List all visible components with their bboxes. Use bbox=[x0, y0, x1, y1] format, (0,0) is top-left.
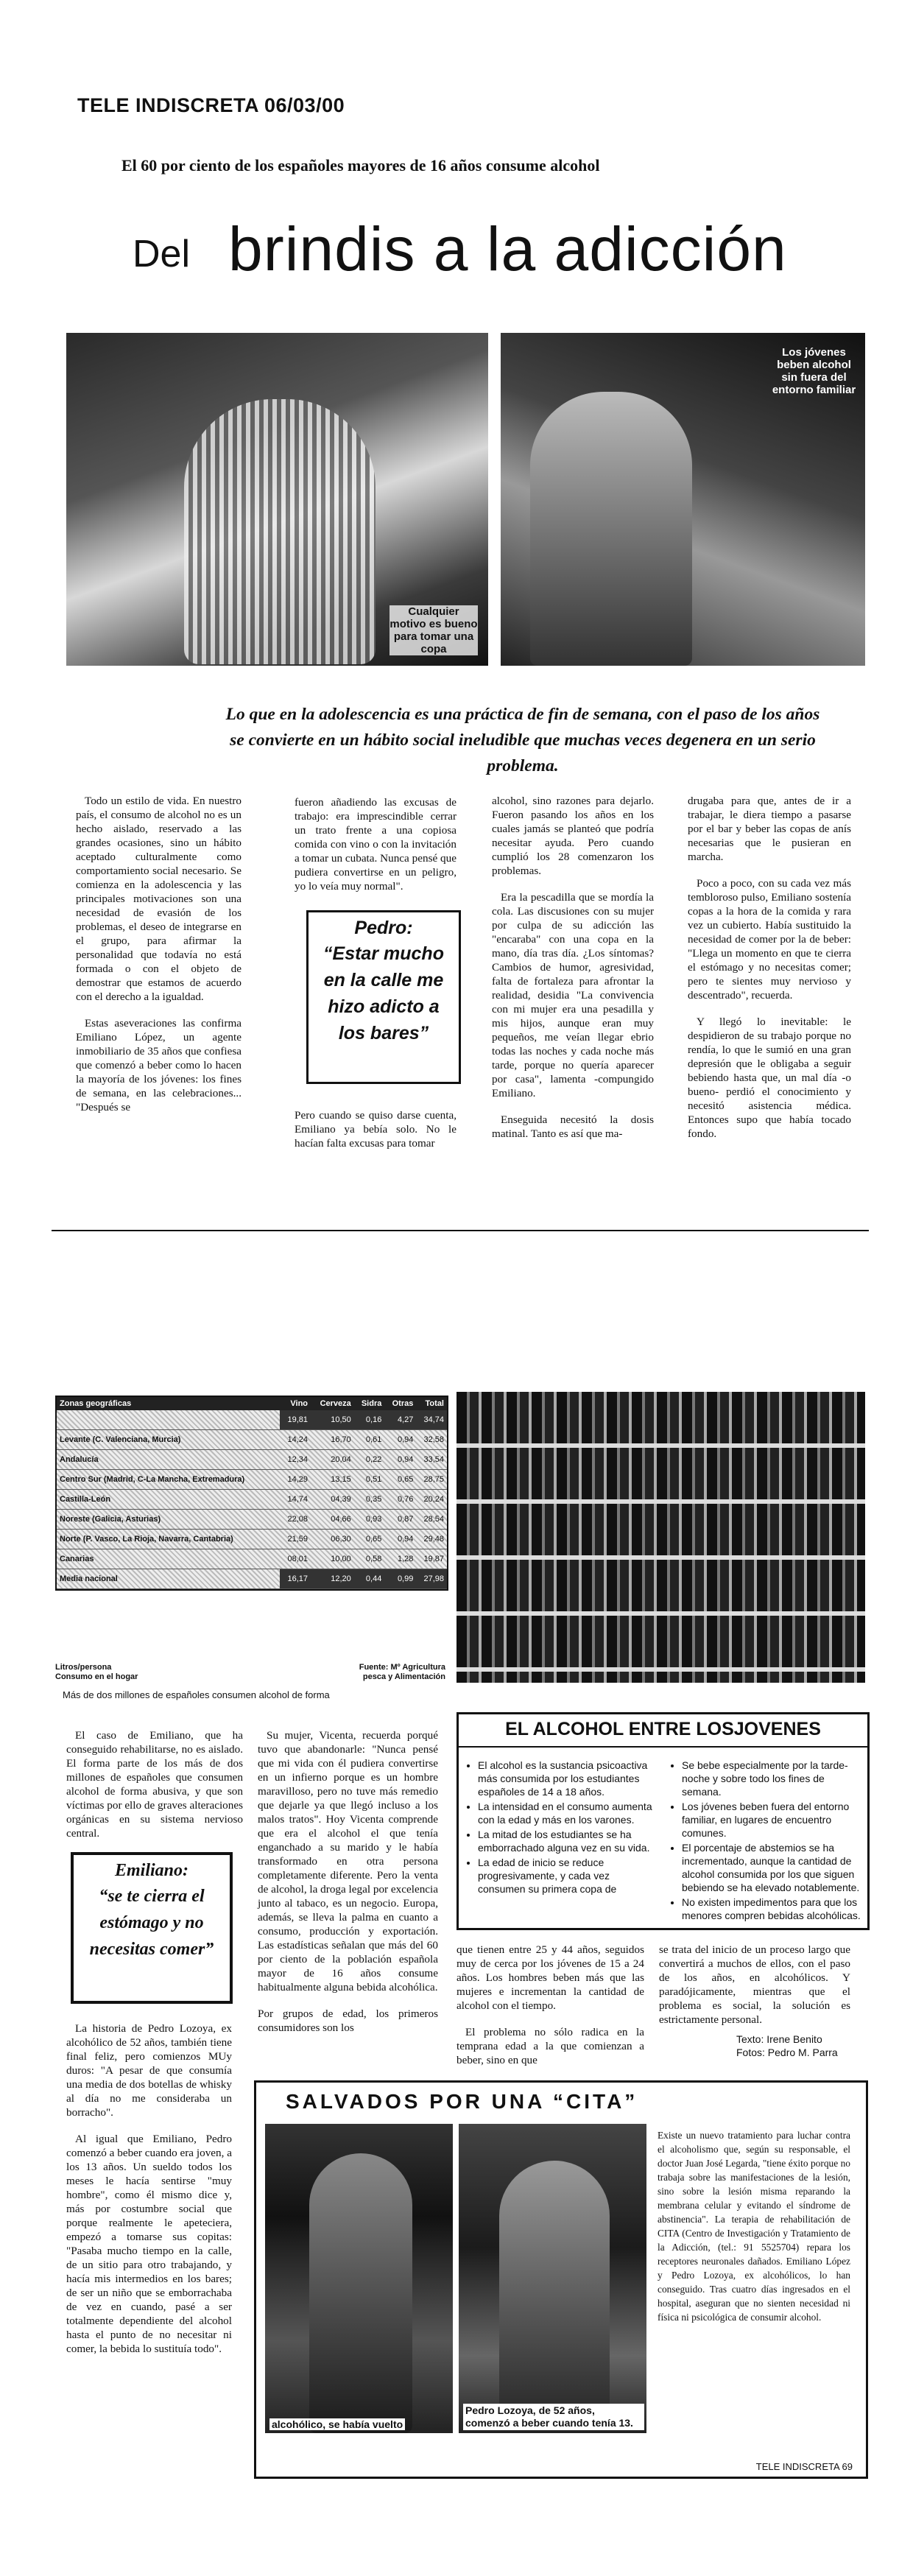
table-cell: 28,75 bbox=[416, 1470, 447, 1490]
article1-column-3 bbox=[492, 794, 654, 1153]
table-cell: 04,39 bbox=[311, 1490, 354, 1510]
table-footnote-source-2: pesca y Alimentación bbox=[362, 1672, 445, 1681]
table-cell: 14,74 bbox=[280, 1490, 311, 1510]
photo-pedro bbox=[459, 2124, 646, 2433]
table-cell: 0,87 bbox=[384, 1510, 416, 1530]
table-footnote-right bbox=[317, 1663, 445, 1682]
table-row bbox=[57, 1450, 447, 1470]
youth-fact-item: • La mitad de los estudiantes se ha emborrachado alguna vez en su vida. bbox=[478, 1828, 658, 1854]
lead-paragraph: Lo que en la adolescencia es una práctica de fin de semana, con el paso de los años se convierte en un hábito social ineludible que muchas veces degenera en un serio problema. bbox=[225, 705, 820, 775]
table-row-label: Andalucía bbox=[57, 1450, 280, 1470]
article1-paragraph: Enseguida necesitó la dosis matinal. Tanto es así que ma- bbox=[492, 1113, 654, 1140]
photo-liquor-shelves bbox=[456, 1392, 865, 1683]
table-cell: 0,65 bbox=[354, 1530, 385, 1549]
photo-emiliano-figure bbox=[309, 2153, 412, 2433]
table-row bbox=[57, 1569, 447, 1589]
table-cell: 13,15 bbox=[311, 1470, 354, 1490]
table-cell: 08,01 bbox=[280, 1549, 311, 1569]
table-row bbox=[57, 1490, 447, 1510]
table-header: Vino bbox=[280, 1397, 311, 1410]
kicker: El 60 por ciento de los españoles mayores de 16 años consume alcohol bbox=[121, 156, 600, 175]
table-row-label: Media nacional bbox=[57, 1569, 280, 1589]
pullquote-text: “Estar mucho en la calle me hizo adicto a los bares” bbox=[323, 943, 444, 1044]
table-row bbox=[57, 1530, 447, 1549]
table-cell: 0,94 bbox=[384, 1530, 416, 1549]
table-row-label: Castilla-León bbox=[57, 1490, 280, 1510]
table-cell: 22,08 bbox=[280, 1510, 311, 1530]
headline: brindis a la adicción bbox=[228, 214, 787, 284]
table-row bbox=[57, 1410, 447, 1430]
section-rule bbox=[52, 1230, 869, 1231]
article2-paragraph: La historia de Pedro Lozoya, ex alcohólico de 52 años, también tiene final feliz, pero comienzos MUy duros: "A pesar de que consumía una media de dos botellas de whisky al día no me consideraba un borracho". bbox=[66, 2022, 232, 2119]
pullquote-name: Emiliano: bbox=[114, 1861, 189, 1880]
table-header: Sidra bbox=[354, 1397, 385, 1410]
table-header: Total bbox=[416, 1397, 447, 1410]
table-header-row bbox=[57, 1397, 447, 1410]
table-row-label: Noreste (Galicia, Asturias) bbox=[57, 1510, 280, 1530]
table-cell: 34,74 bbox=[416, 1410, 447, 1430]
article2-column-2 bbox=[258, 1728, 438, 2047]
table-cell: 0,93 bbox=[354, 1510, 385, 1530]
table-row bbox=[57, 1430, 447, 1450]
table-footnote-source: Fuente: Mº Agricultura bbox=[359, 1663, 445, 1672]
table-cell: 14,24 bbox=[280, 1430, 311, 1450]
table-row-label bbox=[57, 1410, 280, 1430]
table-cell: 06,30 bbox=[311, 1530, 354, 1549]
photo-caption-right: Los jóvenes beben alcohol sin fuera del entorno familiar bbox=[772, 346, 856, 396]
article2-paragraph: Al igual que Emiliano, Pedro comenzó a beber cuando era joven, a los 13 años. Un sueldo todos los meses le hacía sentirse "muy hombre", como él mismo dice y, más por costumbre social que porque realmente le apeteciera, empezó a tomarse sus copitas: "Pasaba mucho tiempo en la calle, de un sitio para otro trabajando, y hacía mis intermedios en los bares; de ser un niño que se emborrachaba de vez en cuando, pasé a ser totalmente dependiente del alcohol hasta el punto de no necesitar ni comer, la bebida lo sustituía todo". bbox=[66, 2133, 232, 2355]
saved-box-text: Existe un nuevo tratamiento para luchar contra el alcoholismo que, según su responsable, el doctor Juan José Legarda, "tiene éxito porque no trabaja sobre las manifestaciones de la lesión, sino sobre la lesión misma reparando la membrana celular y evitando el síndrome de abstinencia". La terapia de rehabilitación de CITA (Centro de Investigación y Tratamiento de la Adicción, (tel.: 91 5525704) repara los receptores neuronales dañados. Emiliano López y Pedro Lozoya, ex alcohólicos, lo han conseguido. Tras cuatro días ingresados en el hospital, aseguran que no sienten necesidad ni física ni psicológica de consumir alcohol. bbox=[658, 2130, 850, 2323]
table-cell: 0,99 bbox=[384, 1569, 416, 1589]
article2-paragraph: Su mujer, Vicenta, recuerda porqué tuvo que abandonarle: "Nunca pensé que mi vida con él pudiera convertirse en un infierno porque es un hombre maravilloso, pero no tuve más remedio que dejarle ya que llegó incluso a los malos tratos". Hoy Vicenta comprende que era el alcohol el que tenía enganchado a su marido y le había transformado en otra persona completamente diferente. Pero la venta de alcohol, la droga legal por excelencia junto al tabaco, es un negocio. Europa, además, se lleva la palma en cuanto a consumo, producción y exportación. Las estadísticas señalan que más del 60 por ciento de la población española mayor de 16 años consume habitualmente alguna bebida alcohólica. bbox=[258, 1729, 438, 1993]
saved-by-cita-box bbox=[254, 2080, 868, 2479]
continuation-column-4 bbox=[659, 1943, 850, 2039]
article1-column-1 bbox=[76, 794, 242, 1127]
article1-paragraph: Era la pescadilla que se mordía la cola. Las discusiones con su mujer por culpa de su adicción las "encaraba" con una copa en la mano, día tras día. ¿Los síntomas? Cambios de humor, agresividad, falta de fortaleza para afrontar la realidad, desidia "La convivencia con mi mujer era una pesadilla y mis hijos, aunque eran muy pequeños, me veían llegar ebrio todas las noches y cada noche más tarde, porque no quería aparecer por casa", lamenta -compungido Emiliano. bbox=[492, 891, 654, 1099]
photo-caption-left: Cualquier motivo es bueno para tomar una copa bbox=[389, 605, 478, 655]
table-cell: 19,81 bbox=[280, 1410, 311, 1430]
youth-fact-item: • La edad de inicio se reduce progresivamente, y cada vez consumen su primera copa de bbox=[478, 1856, 658, 1896]
table-cell: 32,58 bbox=[416, 1430, 447, 1450]
table-cell: 0,94 bbox=[384, 1430, 416, 1450]
article1-column-2-bottom bbox=[295, 1108, 456, 1163]
article1-paragraph: Y llegó lo inevitable: le despidieron de su trabajo porque no rendía, lo que le sumió en una gran depresión que le obligaba a seguir bebiendo hasta que, un mal día -o bueno- perdió el conocimiento y necesitó asistencia médica. Entonces supo que había tocado fondo. bbox=[688, 1016, 851, 1140]
youth-fact-item: • El alcohol es la sustancia psicoactiva más consumida por los estudiantes españoles de 14 a 18 años. bbox=[478, 1759, 658, 1798]
table-cell: 29,48 bbox=[416, 1530, 447, 1549]
youth-facts-left bbox=[465, 1759, 658, 1897]
table-cell: 16,17 bbox=[280, 1569, 311, 1589]
table-cell: 0,35 bbox=[354, 1490, 385, 1510]
article2-column-1-bottom bbox=[66, 2021, 232, 2368]
photo-pedro-figure bbox=[499, 2161, 610, 2433]
youth-fact-item: • No existen impedimentos para que los menores compren bebidas alcohólicas. bbox=[682, 1896, 866, 1922]
table-cell: 0,44 bbox=[354, 1569, 385, 1589]
article1-column-2 bbox=[295, 795, 456, 906]
continuation-column-3 bbox=[456, 1943, 644, 2080]
photo-pedro-caption: Pedro Lozoya, de 52 años, comenzó a beber cuando tenía 13. bbox=[463, 2404, 644, 2430]
table-row bbox=[57, 1510, 447, 1530]
table-header: Cerveza bbox=[311, 1397, 354, 1410]
table-header: Otras bbox=[384, 1397, 416, 1410]
table-cell: 12,34 bbox=[280, 1450, 311, 1470]
table-cell: 0,65 bbox=[384, 1470, 416, 1490]
table-cell: 27,98 bbox=[416, 1569, 447, 1589]
continuation-paragraph: se trata del inicio de un proceso largo que convertirá a muchos de ellos, con el paso de los años, en alcohólicos. Y paradójicamente, mientras que el problema es social, la solución es estrictamente personal. bbox=[659, 1943, 850, 2026]
table-cell: 1,28 bbox=[384, 1549, 416, 1569]
table-cell: 0,61 bbox=[354, 1430, 385, 1450]
continuation-paragraph: que tienen entre 25 y 44 años, seguidos muy de cerca por los jóvenes de 15 a 24 años. Los hombres beben más que las mujeres e incrementan la cantidad de alcohol con el tiempo. bbox=[456, 1943, 644, 2012]
photo-figure-shape bbox=[184, 399, 376, 664]
table-caption: Más de dos millones de españoles consumen alcohol de forma bbox=[63, 1689, 330, 1700]
table-row-label: Norte (P. Vasco, La Rioja, Navarra, Cantabria) bbox=[57, 1530, 280, 1549]
table-cell: 04,66 bbox=[311, 1510, 354, 1530]
pullquote-pedro bbox=[306, 910, 461, 1084]
photo-emiliano-caption: alcohólico, se había vuelto bbox=[269, 2418, 405, 2430]
table-cell: 10,50 bbox=[311, 1410, 354, 1430]
youth-fact-item: • El porcentaje de abstemios se ha incrementado, aunque la cantidad de alcohol consumida por los que siguen bebiendo se ha elevado notablemente. bbox=[682, 1841, 866, 1894]
table-cell: 20,24 bbox=[416, 1490, 447, 1510]
consumption-table bbox=[55, 1396, 448, 1591]
credits bbox=[736, 2033, 838, 2059]
credit-text: Texto: Irene Benito bbox=[736, 2033, 822, 2045]
table-cell: 0,58 bbox=[354, 1549, 385, 1569]
table-footnote-unit: Litros/persona bbox=[55, 1663, 112, 1672]
table-row-label: Canarias bbox=[57, 1549, 280, 1569]
youth-fact-item: • Se bebe especialmente por la tarde-noche y sobre todo los fines de semana. bbox=[682, 1759, 866, 1798]
photo-youth-drinking bbox=[501, 333, 865, 666]
article2-paragraph: El caso de Emiliano, que ha conseguido rehabilitarse, no es aislado. El forma parte de los más de dos millones de españoles que consumen alcohol de forma abusiva, y que son víctimas por ello de graves alteraciones orgánicas en su sistema nervioso central. bbox=[66, 1729, 243, 1840]
article1-column-4 bbox=[688, 794, 851, 1153]
source-line: TELE INDISCRETA 06/03/00 bbox=[77, 94, 345, 116]
table-cell: 20,04 bbox=[311, 1450, 354, 1470]
pullquote-text: “se te cierra el estómago y no necesitas comer” bbox=[89, 1887, 214, 1959]
table-cell: 33,54 bbox=[416, 1450, 447, 1470]
article1-paragraph: alcohol, sino razones para dejarlo. Fueron pasando los años en los cuales jamás se planteó que podría necesitar ayuda. Pero cuando cumplió los 28 comenzaron los problemas. bbox=[492, 795, 654, 877]
photo-bar-scene bbox=[66, 333, 488, 666]
article2-column-1 bbox=[66, 1728, 243, 1853]
table-cell: 19,87 bbox=[416, 1549, 447, 1569]
article1-paragraph: drugaba para que, antes de ir a trabajar, le diera tiempo a pasarse por el bar y beber las copas de anís necesarias que le pusieran en marcha. bbox=[688, 795, 851, 863]
table-cell: 0,51 bbox=[354, 1470, 385, 1490]
youth-fact-item: • Los jóvenes beben fuera del entorno familiar, en lugares de encuentro comunes. bbox=[682, 1800, 866, 1840]
youth-facts-title: EL ALCOHOL ENTRE LOSJOVENES bbox=[459, 1714, 867, 1748]
table-row bbox=[57, 1470, 447, 1490]
youth-facts-box bbox=[456, 1712, 870, 1930]
photo-shelf-lines bbox=[456, 1392, 865, 1683]
article1-paragraph: Todo un estilo de vida. En nuestro país, el consumo de alcohol no es un hecho aislado, reservado a las grandes ocasiones, sino un hábito aceptado culturalmente como comportamiento social necesario. Se comienza en la adolescencia y las principales motivaciones son una necesidad de evasión de los problemas, el deseo de integrarse en el grupo, para afirmar la personalidad que todavía no está formada o con el objeto de demostrar que estamos de acuerdo con el derecho a la igualdad. bbox=[76, 795, 242, 1003]
article1-paragraph: Poco a poco, con su cada vez más tembloroso pulso, Emiliano sostenía copas a la hora de la comida y rara vez un cubierto. Había sustituido la necesidad de comer por la de beber: "Llega un momento en que te cierra el estómago y no necesitas comer; pero te sientes muy nervioso y descentrado", recuerda. bbox=[688, 877, 851, 1002]
article2-paragraph: Por grupos de edad, los primeros consumidores son los bbox=[258, 2007, 438, 2034]
table-cell: 28,54 bbox=[416, 1510, 447, 1530]
consumption-table-grid bbox=[57, 1397, 447, 1589]
table-row-label: Centro Sur (Madrid, C-La Mancha, Extremadura) bbox=[57, 1470, 280, 1490]
photo-emiliano bbox=[265, 2124, 453, 2433]
youth-fact-item: • La intensidad en el consumo aumenta con la edad y más en los varones. bbox=[478, 1800, 658, 1826]
table-row-label: Levante (C. Valenciana, Murcia) bbox=[57, 1430, 280, 1450]
headline-prefix: Del bbox=[133, 233, 191, 275]
table-header: Zonas geográficas bbox=[57, 1397, 280, 1410]
saved-box-footer: TELE INDISCRETA 69 bbox=[755, 2461, 853, 2472]
table-cell: 0,94 bbox=[384, 1450, 416, 1470]
pullquote-name: Pedro: bbox=[354, 918, 413, 938]
table-footnote-left bbox=[55, 1663, 138, 1682]
table-cell: 14,29 bbox=[280, 1470, 311, 1490]
credit-photos: Fotos: Pedro M. Parra bbox=[736, 2047, 838, 2058]
table-cell: 10,00 bbox=[311, 1549, 354, 1569]
table-cell: 16,70 bbox=[311, 1430, 354, 1450]
table-cell: 21,59 bbox=[280, 1530, 311, 1549]
table-cell: 0,22 bbox=[354, 1450, 385, 1470]
article1-paragraph: fueron añadiendo las excusas de trabajo: era imprescindible cerrar un trato frente a una copiosa comida con vino o con la invitación a tomar un cubata. Nunca pensé que pudiera convertirse en un peligro, yo lo veía muy normal". bbox=[295, 796, 456, 893]
table-footnote-scope: Consumo en el hogar bbox=[55, 1672, 138, 1681]
pullquote-emiliano bbox=[71, 1852, 233, 2004]
table-cell: 12,20 bbox=[311, 1569, 354, 1589]
article1-paragraph: Pero cuando se quiso darse cuenta, Emiliano ya bebía solo. No le hacían falta excusas para tomar bbox=[295, 1109, 456, 1150]
saved-box-title: SALVADOS POR UNA “CITA” bbox=[286, 2090, 638, 2113]
article1-paragraph: Estas aseveraciones las confirma Emiliano López, un agente inmobiliario de 35 años que confiesa que comenzó a beber como lo hacen la mayoría de los jóvenes: los fines de semana, en las celebraciones... "Después se bbox=[76, 1017, 242, 1113]
table-cell: 4,27 bbox=[384, 1410, 416, 1430]
table-row bbox=[57, 1549, 447, 1569]
photo-drinker-shape bbox=[530, 392, 692, 666]
youth-facts-right bbox=[669, 1759, 866, 1924]
table-cell: 0,76 bbox=[384, 1490, 416, 1510]
continuation-paragraph: El problema no sólo radica en la temprana edad a la que comienzan a beber, sino en que bbox=[456, 2026, 644, 2066]
table-cell: 0,16 bbox=[354, 1410, 385, 1430]
